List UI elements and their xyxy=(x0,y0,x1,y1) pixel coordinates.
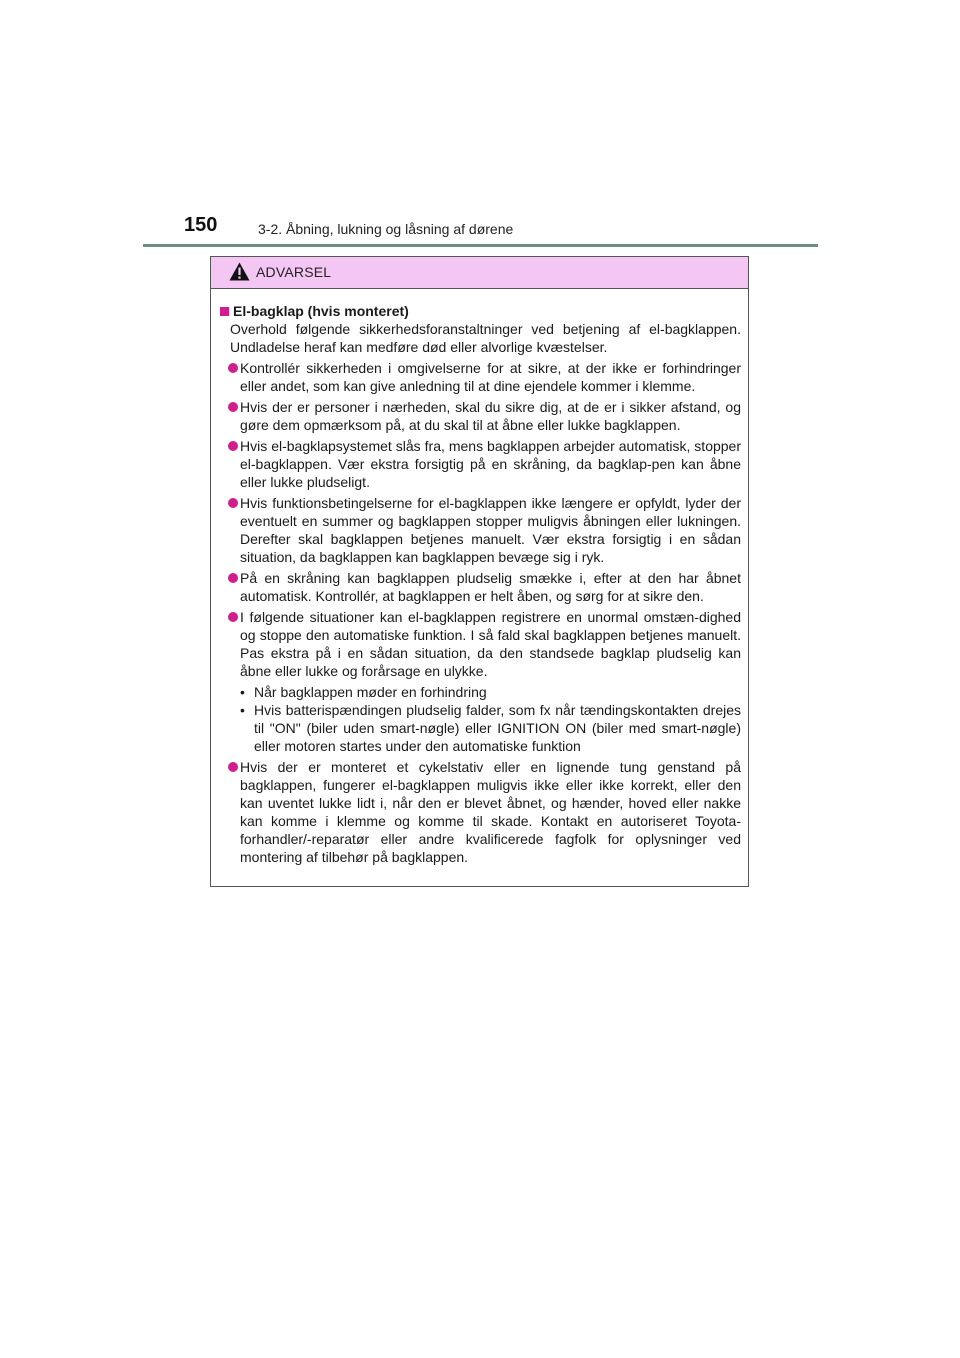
square-bullet-icon xyxy=(220,307,229,316)
page-number: 150 xyxy=(184,214,218,236)
warning-item xyxy=(220,437,741,491)
section-title: 3-2. Åbning, lukning og låsning af dørene xyxy=(258,221,514,237)
bullet-dot-icon xyxy=(228,402,238,412)
warning-intro: Overhold følgende sikkerhedsforanstaltninger ved betjening af el-bagklappen. Undladelse heraf kan medføre død eller alvorlige kvæstelser. xyxy=(230,321,741,355)
warning-item xyxy=(220,758,741,866)
warning-body xyxy=(211,289,748,866)
warning-heading-text: El-bagklap (hvis monteret) xyxy=(233,303,409,319)
bullet-dot-icon xyxy=(228,612,238,622)
bullet-dot-icon xyxy=(228,573,238,583)
warning-item-text: Hvis der er monteret et cykelstativ eller en lignende tung genstand på bagklappen, fungerer el-bagklappen muligvis ikke eller ikke korrekt, eller den kan uventet lukke lidt i, når den er blevet åbnet, og hænder, hoved eller nakke kan komme i klemme og komme til skade. Kontakt en autoriseret Toyota-forhandler/-reparatør eller andre kvalificerede fagfolk for oplysninger ved montering af tilbehør på bagklappen. xyxy=(240,759,741,865)
warning-box xyxy=(210,256,749,887)
warning-header xyxy=(211,257,748,289)
warning-sub-item-text: Hvis batterispændingen pludselig falder, som fx når tændingskontakten drejes til "ON" (biler uden smart-nøgle) eller IGNITION ON (biler med smart-nøgle) eller motoren startes under den automatiske funktion xyxy=(254,702,741,754)
bullet-dot-icon xyxy=(228,363,238,373)
sub-bullet-icon: • xyxy=(240,702,245,718)
warning-item-text: På en skråning kan bagklappen pludselig smække i, efter at den har åbnet automatisk. Kontrollér, at bagklappen er helt åben, og sørg for at sikre den. xyxy=(240,570,741,604)
warning-item xyxy=(220,569,741,605)
warning-heading xyxy=(220,302,741,320)
bullet-dot-icon xyxy=(228,498,238,508)
warning-item-text: Kontrollér sikkerheden i omgivelserne for at sikre, at der ikke er forhindringer eller andet, som kan give anledning til at dine ejendele kommer i klemme. xyxy=(240,360,741,394)
warning-sub-item-text: Når bagklappen møder en forhindring xyxy=(254,684,487,700)
warning-item xyxy=(220,494,741,566)
warning-item-text: Hvis el-bagklapsystemet slås fra, mens bagklappen arbejder automatisk, stopper el-bagklappen. Vær ekstra forsigtig på en skråning, da bagklap-pen kan åbne eller lukke pludseligt. xyxy=(240,438,741,490)
bullet-dot-icon xyxy=(228,441,238,451)
sub-bullet-icon: • xyxy=(240,684,245,700)
warning-item xyxy=(220,608,741,680)
warning-triangle-icon xyxy=(229,262,250,281)
warning-sub-item xyxy=(220,683,741,701)
bullet-dot-icon xyxy=(228,762,238,772)
warning-sub-item xyxy=(220,701,741,755)
header-divider xyxy=(143,244,818,247)
warning-item-text: Hvis funktionsbetingelserne for el-bagklappen ikke længere er opfyldt, lyder der eventuelt en summer og bagklappen stopper muligvis åbningen eller lukningen. Derefter skal bagklappen betjenes manuelt. Vær ekstra forsigtig i en sådan situation, da bagklappen kan bagklappen bevæge sig i ryk. xyxy=(240,495,741,565)
warning-label: ADVARSEL xyxy=(256,264,332,280)
warning-sub-list xyxy=(220,683,741,755)
warning-item xyxy=(220,359,741,395)
warning-item-text: Hvis der er personer i nærheden, skal du sikre dig, at de er i sikker afstand, og gøre dem opmærksom på, at du skal til at åbne eller lukke bagklappen. xyxy=(240,399,741,433)
warning-item-text: I følgende situationer kan el-bagklappen registrere en unormal omstæn-dighed og stoppe den automatiske funktion. I så fald skal bagklappen betjenes manuelt. Pas ekstra på i en sådan situation, da den standsede bagklap pludselig kan åbne eller lukke og forårsage en ulykke. xyxy=(240,609,741,679)
warning-item xyxy=(220,398,741,434)
